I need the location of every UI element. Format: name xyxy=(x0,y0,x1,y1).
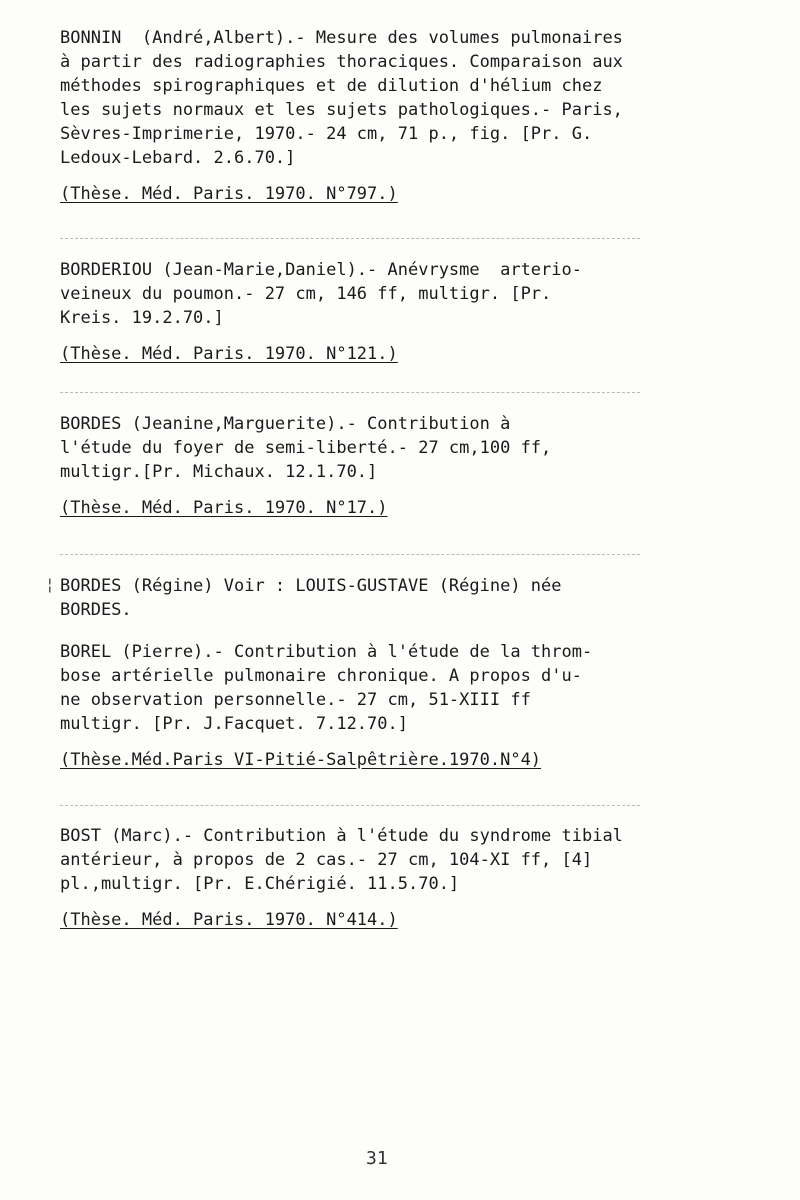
entry-line: Sèvres-Imprimerie, 1970.- 24 cm, 71 p., fig. [Pr. G. xyxy=(60,124,593,144)
entry-line: Ledoux-Lebard. 2.6.70.] xyxy=(60,148,296,168)
thesis-reference: (Thèse. Méd. Paris. 1970. N°414.) xyxy=(60,910,398,930)
entry-line: ne observation personnelle.- 27 cm, 51-XIII ff xyxy=(60,690,531,710)
entry-line: l'étude du foyer de semi-liberté.- 27 cm,100 ff, xyxy=(60,438,552,458)
entry-bonnin xyxy=(60,26,750,206)
entry-bordes-regine xyxy=(60,574,750,622)
entry-line: bose artérielle pulmonaire chronique. A propos d'u- xyxy=(60,666,582,686)
entry-line: pl.,multigr. [Pr. E.Chérigié. 11.5.70.] xyxy=(60,874,460,894)
entry-line: Kreis. 19.2.70.] xyxy=(60,308,224,328)
thesis-reference: (Thèse. Méd. Paris. 1970. N°121.) xyxy=(60,344,398,364)
separator-line xyxy=(60,805,640,806)
entry-line: BORDES. xyxy=(60,600,132,620)
entry-line: BORDES (Régine) Voir : LOUIS-GUSTAVE (Régine) née xyxy=(60,576,562,596)
entry-line: BONNIN (André,Albert).- Mesure des volumes pulmonaires xyxy=(60,28,623,48)
entry-bordes-jeanine xyxy=(60,412,750,520)
entry-line: veineux du poumon.- 27 cm, 146 ff, multigr. [Pr. xyxy=(60,284,552,304)
entry-line: BOST (Marc).- Contribution à l'étude du syndrome tibial xyxy=(60,826,623,846)
entry-borderiou xyxy=(60,258,750,366)
page-number: 31 xyxy=(366,1148,388,1169)
entry-line: multigr. [Pr. J.Facquet. 7.12.70.] xyxy=(60,714,408,734)
entry-bost xyxy=(60,824,750,932)
entry-line: BORDERIOU (Jean-Marie,Daniel).- Anévrysme arterio- xyxy=(60,260,582,280)
entry-line: multigr.[Pr. Michaux. 12.1.70.] xyxy=(60,462,378,482)
margin-mark: ¦ xyxy=(45,575,55,594)
thesis-reference: (Thèse.Méd.Paris VI-Pitié-Salpêtrière.1970.N°4) xyxy=(60,750,542,770)
thesis-reference: (Thèse. Méd. Paris. 1970. N°17.) xyxy=(60,498,388,518)
entry-line: antérieur, à propos de 2 cas.- 27 cm, 104-XI ff, [4] xyxy=(60,850,593,870)
separator-line xyxy=(60,392,640,393)
entry-line: à partir des radiographies thoraciques. Comparaison aux xyxy=(60,52,623,72)
entry-borel xyxy=(60,640,750,772)
entry-line: méthodes spirographiques et de dilution d'hélium chez xyxy=(60,76,603,96)
separator-line xyxy=(60,554,640,555)
entry-line: BOREL (Pierre).- Contribution à l'étude de la throm- xyxy=(60,642,593,662)
entry-line: les sujets normaux et les sujets pathologiques.- Paris, xyxy=(60,100,623,120)
separator-line xyxy=(60,238,640,239)
entry-line: BORDES (Jeanine,Marguerite).- Contribution à xyxy=(60,414,511,434)
thesis-reference: (Thèse. Méd. Paris. 1970. N°797.) xyxy=(60,184,398,204)
